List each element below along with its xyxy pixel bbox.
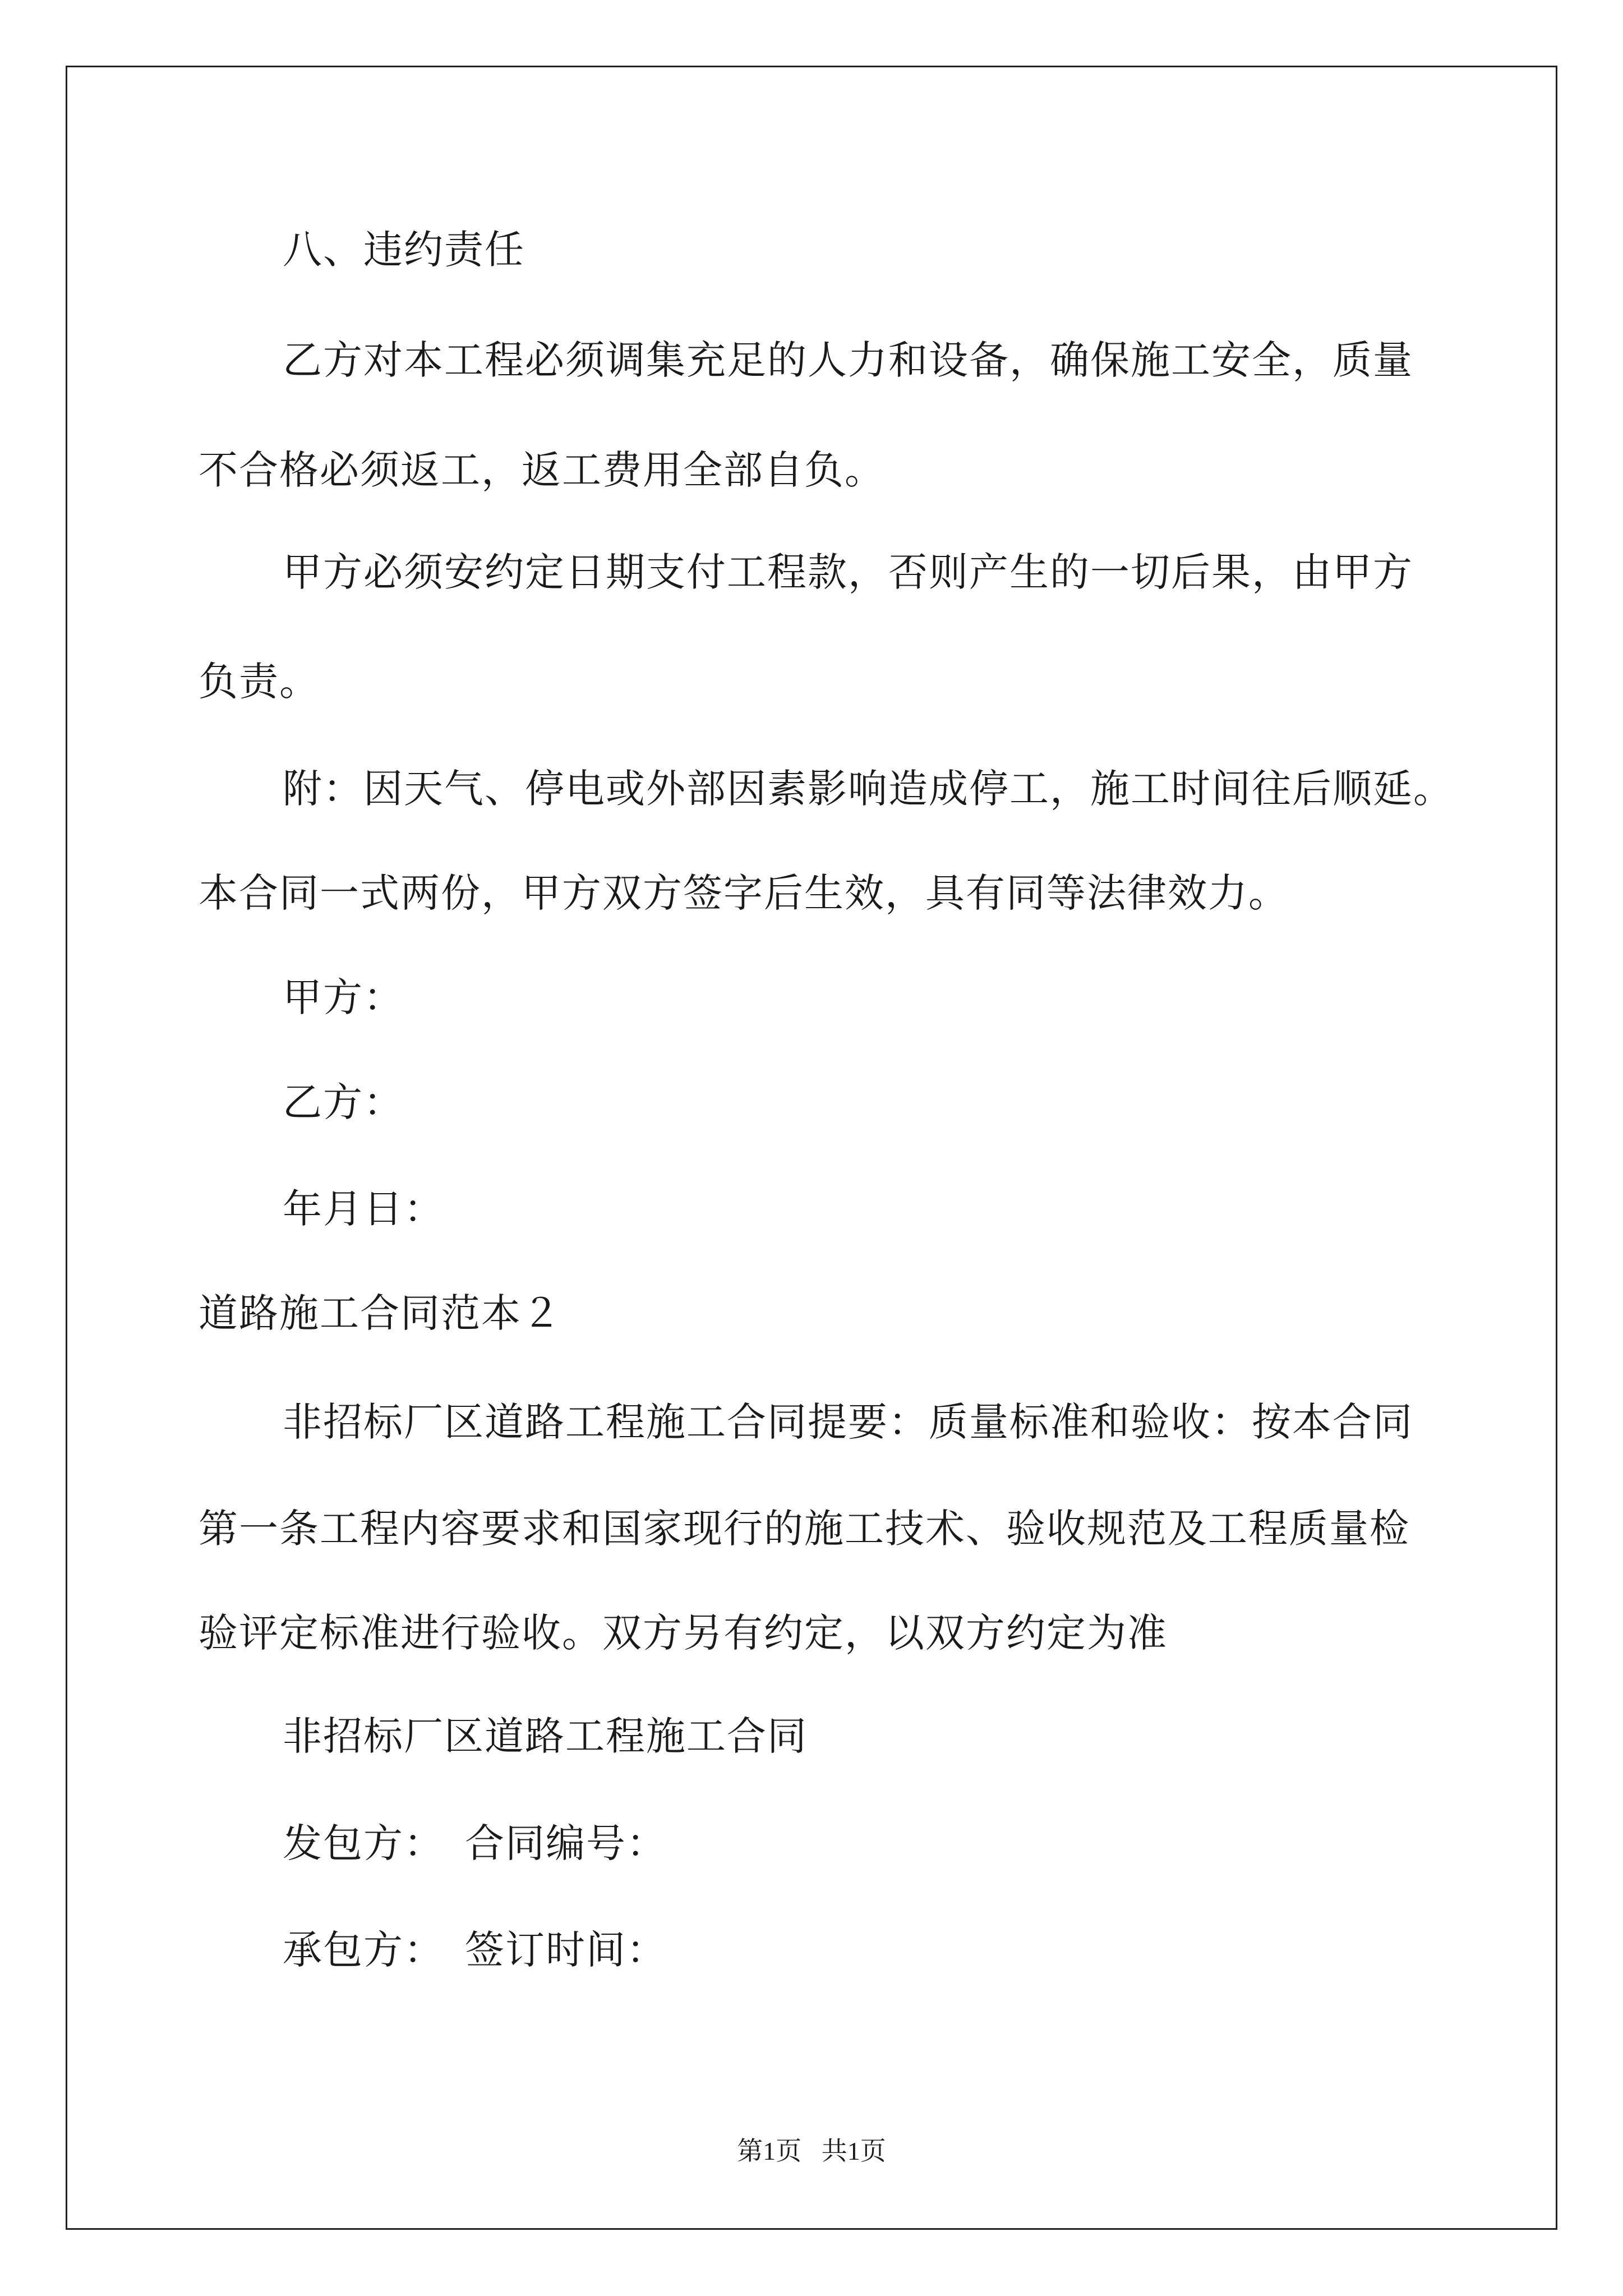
employer-contract-number-line: 发包方： 合同编号： xyxy=(283,1820,667,1866)
paragraph-line: 非招标厂区道路工程施工合同提要：质量标准和验收：按本合同 xyxy=(283,1399,1413,1445)
paragraph-line: 附：因天气、停电或外部因素影响造成停工，施工时间往后顺延。 xyxy=(283,766,1454,812)
page-footer xyxy=(0,2134,1623,2168)
contractor-signing-time-line: 承包方： 签订时间： xyxy=(283,1927,667,1973)
page-total: 共1页 xyxy=(821,2137,886,2165)
paragraph-line: 验评定标准进行验收。双方另有约定，以双方约定为准 xyxy=(199,1610,1168,1656)
paragraph-line: 负责。 xyxy=(199,659,320,705)
paragraph-line: 不合格必须返工，返工费用全部自负。 xyxy=(199,447,885,493)
paragraph-line: 第一条工程内容要求和国家现行的施工技术、验收规范及工程质量检 xyxy=(199,1506,1410,1552)
date-label: 年月日： xyxy=(283,1186,444,1232)
document-title: 道路施工合同范本２ xyxy=(199,1290,562,1336)
paragraph-line: 本合同一式两份，甲方双方签字后生效，具有同等法律效力。 xyxy=(199,870,1289,916)
paragraph-line: 甲方必须安约定日期支付工程款，否则产生的一切后果，由甲方 xyxy=(283,549,1413,595)
page-border xyxy=(66,66,1557,2230)
party-b-signature-label: 乙方： xyxy=(283,1079,404,1125)
section-heading-breach: 八、违约责任 xyxy=(283,227,525,273)
contract-title: 非招标厂区道路工程施工合同 xyxy=(283,1713,808,1759)
party-a-signature-label: 甲方： xyxy=(283,974,404,1020)
paragraph-line: 乙方对本工程必须调集充足的人力和设备，确保施工安全，质量 xyxy=(283,337,1413,383)
page-number: 第1页 xyxy=(737,2137,802,2165)
